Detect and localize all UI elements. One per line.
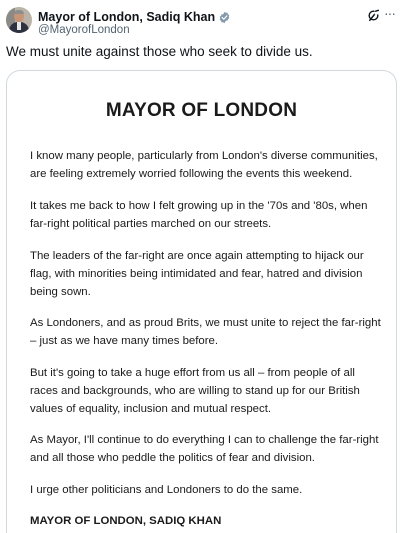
statement-signoff: MAYOR OF LONDON, SADIQ KHAN [30,515,222,527]
author-display-name[interactable]: Mayor of London, Sadiq Khan [38,10,216,24]
post-text: We must unite against those who seek to divide us. [6,44,313,59]
post-header [0,0,401,40]
more-icon[interactable]: ··· [384,5,395,21]
statement-paragraph: As Mayor, I'll continue to do everything I can to challenge the far-right and all those who peddle the politics of fear and division. [30,434,379,464]
statement-paragraph: The leaders of the far-right are once again attempting to hijack our flag, with minorities being intimidated and fear, hatred and division being sown. [30,250,364,298]
statement-image[interactable] [6,70,397,533]
statement-paragraph: I urge other politicians and Londoners to do the same. [30,484,303,496]
statement-paragraph: It takes me back to how I felt growing up in the '70s and '80s, when far-right political parties marched on our streets. [30,200,368,230]
avatar-shirt [17,22,21,30]
author-name-row[interactable] [38,9,231,25]
verified-badge-icon [218,11,231,24]
avatar[interactable] [6,7,32,33]
avatar-hair [14,10,24,14]
statement-paragraph: But it's going to take a huge effort from us all – from people of all races and backgrounds, who are willing to stand up for our British values of equality, inclusion and mutual respect. [30,367,360,415]
statement-paragraph: I know many people, particularly from London's diverse communities, are feeling extremely worried following the events this weekend. [30,150,378,180]
statement-paragraph: As Londoners, and as proud Brits, we must unite to reject the far-right – just as we have many times before. [30,317,381,347]
grok-icon[interactable] [367,9,380,22]
author-handle[interactable]: @MayorofLondon [38,24,130,36]
statement-title: MAYOR OF LONDON [105,100,298,121]
